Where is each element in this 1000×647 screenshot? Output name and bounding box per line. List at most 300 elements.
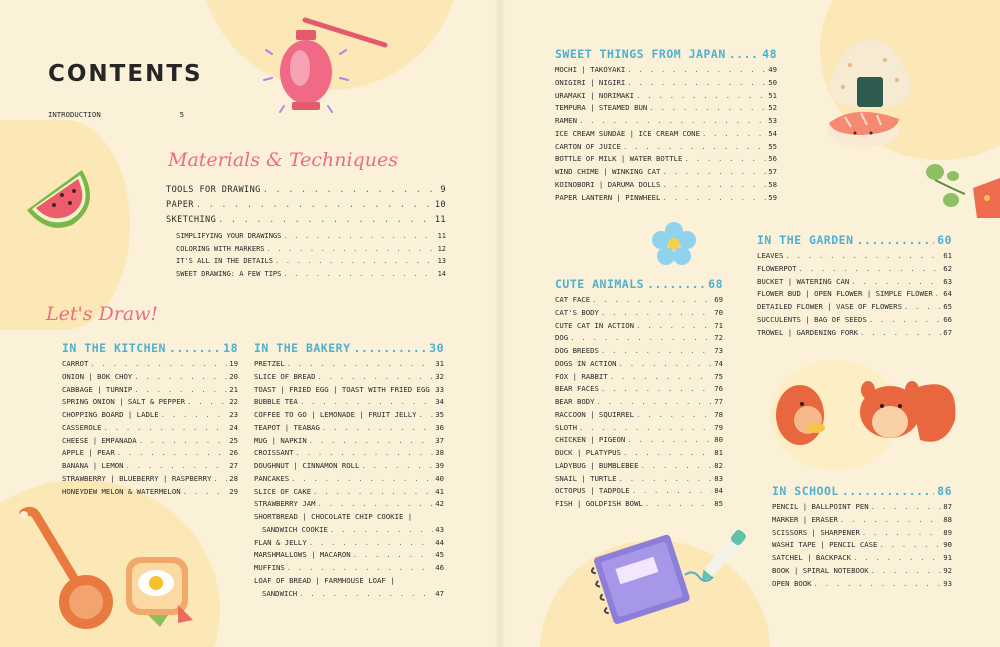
toc-entry[interactable]	[62, 422, 238, 435]
toc-entry[interactable]	[254, 422, 444, 435]
section-title-garden[interactable]	[757, 233, 952, 247]
dot-leader	[627, 434, 712, 447]
dot-leader	[935, 288, 941, 301]
toc-entry[interactable]	[254, 371, 444, 384]
dot-leader	[636, 90, 766, 103]
toc-entry[interactable]	[555, 485, 723, 498]
toc-entry-page: 23	[229, 410, 238, 419]
bakery-list	[254, 358, 444, 600]
toc-entry[interactable]	[555, 396, 723, 409]
toc-entry[interactable]	[176, 255, 446, 268]
toc-entry-label: COFFEE TO GO | LEMONADE | FRUIT JELLY	[254, 410, 417, 419]
toc-entry-page: 28	[229, 473, 238, 483]
toc-entry[interactable]	[176, 230, 446, 243]
toc-entry[interactable]	[757, 276, 952, 289]
dot-leader	[267, 243, 436, 256]
toc-entry-label: TEAPOT | TEABAG	[254, 422, 320, 432]
toc-entry-label: MUFFINS	[254, 563, 285, 572]
toc-entry[interactable]	[555, 153, 777, 166]
toc-entry[interactable]	[555, 409, 723, 422]
dot-leader	[432, 384, 433, 397]
toc-entry-page: 92	[943, 565, 952, 575]
dot-leader	[161, 409, 228, 422]
dot-leader	[134, 384, 227, 397]
dot-leader	[296, 447, 434, 460]
toc-entry-label: CHEESE | EMPANADA	[62, 435, 137, 445]
toc-entry[interactable]	[254, 473, 444, 486]
toc-entry[interactable]	[555, 460, 723, 473]
toc-entry[interactable]	[166, 213, 446, 228]
dot-leader	[869, 314, 941, 327]
toc-entry-page: 53	[768, 116, 777, 125]
dot-leader	[126, 460, 228, 473]
toc-entry[interactable]	[555, 434, 723, 447]
toc-entry-page: 13	[437, 257, 446, 265]
dot-leader	[263, 183, 439, 198]
toc-entry-label: FOX | RABBIT	[555, 371, 608, 381]
dot-leader	[322, 422, 433, 435]
animals-list	[555, 294, 723, 511]
toc-entry-page: 81	[714, 448, 723, 457]
toc-entry-page: 5	[179, 110, 184, 119]
toc-entry[interactable]	[62, 435, 238, 448]
section-title-page: 18	[223, 341, 238, 355]
section-school	[772, 484, 952, 590]
toc-entry-page: 89	[943, 527, 952, 537]
toc-entry[interactable]	[772, 514, 952, 527]
toc-entry-page: 36	[435, 422, 444, 432]
toc-entry-page: 43	[435, 524, 444, 534]
dot-leader	[601, 307, 712, 320]
dot-leader	[354, 341, 427, 355]
plant-pot-icon	[925, 160, 1000, 230]
toc-entry-introduction[interactable]	[48, 109, 184, 122]
dot-leader	[104, 422, 228, 435]
dot-leader	[419, 409, 434, 422]
dot-leader	[842, 484, 934, 498]
toc-entry-page: 80	[714, 435, 723, 445]
toc-entry-label: TROWEL | GARDENING FORK	[757, 327, 859, 337]
flower-icon	[650, 220, 698, 268]
materials-heading: Materials & Techniques	[168, 149, 398, 171]
toc-entry-label: SUCCULENTS | BAG OF SEEDS	[757, 314, 867, 324]
dot-leader	[879, 539, 941, 552]
toc-entry-page: 72	[714, 333, 723, 343]
toc-entry-label: DOUGHNUT | CINNAMON ROLL	[254, 461, 360, 470]
toc-entry[interactable]	[555, 128, 777, 141]
toc-entry-label: BEAR BODY	[555, 397, 595, 406]
toc-entry-label: CHOPPING BOARD | LADLE	[62, 410, 159, 419]
dot-leader	[636, 320, 712, 333]
dot-leader	[169, 341, 220, 355]
dot-leader	[619, 358, 713, 371]
dot-leader	[645, 498, 712, 511]
dot-leader	[623, 447, 712, 460]
toc-entry-page: 51	[768, 90, 777, 100]
toc-entry-page: 78	[714, 409, 723, 419]
toc-entry-label: LOAF OF BREAD | FARMHOUSE LOAF |	[254, 575, 395, 585]
toc-entry[interactable]	[555, 447, 723, 460]
toc-entry-page: 57	[768, 167, 777, 176]
section-title-kitchen[interactable]	[62, 341, 238, 355]
toc-entry[interactable]	[176, 268, 446, 281]
toc-entry-page: 88	[943, 514, 952, 524]
toc-entry[interactable]	[166, 183, 446, 198]
dot-leader	[309, 537, 433, 550]
toc-entry[interactable]	[555, 371, 723, 384]
dot-leader	[640, 460, 712, 473]
toc-entry-label: ONIGIRI | NIGIRI	[555, 77, 626, 87]
toc-entry-page: 70	[714, 307, 723, 317]
toc-entry-label: ONION | BOK CHOY	[62, 371, 133, 381]
japan-list	[555, 64, 777, 204]
toc-entry-label: CHICKEN | PIGEON	[555, 435, 626, 445]
toc-entry-label: FLOWER BUD | OPEN FLOWER | SIMPLE FLOWER	[757, 289, 933, 299]
toc-entry[interactable]	[555, 294, 723, 307]
toc-entry[interactable]	[254, 396, 444, 409]
dot-leader	[139, 435, 228, 448]
section-title-page: 86	[937, 484, 952, 498]
toc-entry-label: BUCKET | WATERING CAN	[757, 276, 850, 286]
toc-entry-label: SANDWICH	[262, 588, 298, 598]
toc-entry-label: PRETZEL	[254, 359, 285, 368]
section-title-animals[interactable]	[555, 277, 723, 291]
toc-entry-label: PAPER LANTERN | PINWHEEL	[555, 192, 661, 202]
toc-entry[interactable]	[254, 358, 444, 371]
dot-leader	[904, 301, 941, 314]
garden-list	[757, 250, 952, 339]
section-title-bakery[interactable]	[254, 341, 444, 355]
materials-main-list	[166, 183, 446, 228]
dot-leader	[361, 460, 433, 473]
dot-leader	[570, 332, 712, 345]
toc-entry[interactable]	[254, 447, 444, 460]
toc-entry-page: 77	[714, 397, 723, 406]
toc-entry[interactable]	[772, 565, 952, 578]
toc-entry[interactable]	[62, 384, 238, 397]
section-garden	[757, 233, 952, 339]
toc-entry-label: DOG BREEDS	[555, 346, 599, 355]
dot-leader	[840, 514, 941, 527]
dot-leader	[309, 435, 433, 448]
toc-entry-label: PAPER	[166, 200, 194, 210]
toc-entry-page: 75	[714, 371, 723, 381]
toc-entry-page: 11	[437, 232, 446, 240]
dot-leader	[196, 198, 433, 213]
section-title-label: IN THE GARDEN	[757, 233, 854, 247]
dot-leader	[183, 486, 228, 499]
dot-leader	[662, 192, 766, 205]
toc-entry-page: 21	[229, 384, 238, 394]
toc-entry-page: 63	[943, 276, 952, 286]
toc-entry-label: SLICE OF BREAD	[254, 371, 316, 381]
dot-leader	[187, 396, 227, 409]
toc-entry-label: DOG	[555, 333, 569, 343]
watermelon-icon	[22, 165, 102, 235]
toc-entry-page: 9	[440, 185, 446, 195]
toc-entry[interactable]	[254, 409, 444, 422]
toc-entry-label: PANCAKES	[254, 473, 290, 483]
contents-title: CONTENTS	[48, 61, 203, 87]
dot-leader	[300, 396, 433, 409]
toc-entry-label: RAMEN	[555, 116, 577, 125]
toc-entry-page: 47	[435, 588, 444, 598]
toc-entry[interactable]	[555, 192, 777, 205]
toc-entry[interactable]	[772, 578, 952, 591]
toc-entry-page: 84	[714, 486, 723, 496]
toc-entry-page: 38	[435, 448, 444, 458]
toc-entry-label: CARROT	[62, 359, 89, 368]
lets-draw-heading: Let's Draw!	[46, 303, 159, 325]
toc-entry-label: IT'S ALL IN THE DETAILS	[176, 257, 273, 265]
toc-entry-label: COLORING WITH MARKERS	[176, 244, 265, 253]
toc-entry-label: MARSHMALLOWS | MACARON	[254, 550, 351, 560]
toc-entry-page: 19	[229, 359, 238, 368]
toc-entry[interactable]	[254, 384, 444, 397]
toc-entry[interactable]	[254, 588, 444, 601]
section-title-page: 60	[937, 233, 952, 247]
toc-entry-label: LADYBUG | BUMBLEBEE	[555, 460, 639, 470]
section-title-page: 30	[429, 341, 444, 355]
dot-leader	[649, 102, 766, 115]
toc-entry-page: 62	[943, 263, 952, 273]
toc-entry[interactable]	[254, 562, 444, 575]
toc-entry-label: MOCHI | TAKOYAKI	[555, 65, 626, 74]
section-kitchen	[62, 341, 238, 498]
toc-entry-page: 87	[943, 502, 952, 511]
toc-entry-label: DUCK | PLATYPUS	[555, 448, 621, 457]
toc-entry[interactable]	[555, 64, 777, 77]
toc-entry-label: CASSEROLE	[62, 422, 102, 432]
toc-entry-label: DETAILED FLOWER | VASE OF FLOWERS	[757, 302, 902, 311]
toc-entry[interactable]	[254, 549, 444, 562]
toc-entry-page: 56	[768, 154, 777, 164]
toc-entry[interactable]	[772, 539, 952, 552]
toc-entry-page: 73	[714, 346, 723, 355]
dot-leader	[871, 565, 942, 578]
toc-entry-page: 29	[229, 486, 238, 496]
toc-entry-page: 20	[229, 371, 238, 381]
dot-leader	[785, 250, 941, 263]
toc-entry-label: SKETCHING	[166, 215, 217, 225]
toc-entry[interactable]	[62, 371, 238, 384]
toc-entry-label: CAT FACE	[555, 295, 591, 304]
toc-entry[interactable]	[254, 511, 444, 524]
toc-entry-label: INTRODUCTION	[48, 110, 101, 119]
toc-entry-page: 58	[768, 179, 777, 189]
toc-entry-label: BUBBLE TEA	[254, 397, 298, 407]
toc-entry[interactable]	[555, 345, 723, 358]
toc-entry-page: 69	[714, 295, 723, 304]
toc-entry[interactable]	[62, 396, 238, 409]
toc-entry-page: 37	[435, 435, 444, 445]
toc-entry-label: CUTE CAT IN ACTION	[555, 320, 635, 330]
toc-entry-page: 22	[229, 397, 238, 407]
toc-entry-page: 67	[943, 327, 952, 337]
notebook-pen-illustration	[590, 520, 760, 630]
dot-leader	[799, 263, 942, 276]
toc-entry[interactable]	[176, 243, 446, 256]
beaver-squirrel-illustration	[770, 370, 960, 450]
toc-entry[interactable]	[555, 77, 777, 90]
toc-entry-page: 24	[229, 422, 238, 432]
toc-entry[interactable]	[254, 575, 444, 588]
toc-entry-label: MARKER | ERASER	[772, 514, 838, 524]
toc-entry[interactable]	[254, 524, 444, 537]
section-animals	[555, 277, 723, 511]
toc-entry-label: CARTON OF JUICE	[555, 141, 621, 151]
paper-lantern-illustration	[250, 10, 400, 120]
toc-entry[interactable]	[757, 250, 952, 263]
toc-entry-page: 93	[943, 578, 952, 588]
toc-entry[interactable]	[555, 422, 723, 435]
toc-entry-page: 33	[435, 384, 444, 394]
toc-entry[interactable]	[555, 383, 723, 396]
toc-entry-label: MUG | NAPKIN	[254, 435, 307, 445]
toc-entry-page: 76	[714, 384, 723, 394]
toc-entry[interactable]	[757, 263, 952, 276]
toc-entry[interactable]	[757, 301, 952, 314]
dot-leader	[636, 409, 712, 422]
toc-entry-label: ICE CREAM SUNDAE | ICE CREAM CONE	[555, 128, 700, 138]
toc-entry[interactable]	[772, 501, 952, 514]
section-title-label: IN SCHOOL	[772, 484, 839, 498]
toc-entry-page: 59	[768, 192, 777, 202]
section-bakery	[254, 341, 444, 600]
section-title-label: CUTE ANIMALS	[555, 277, 645, 291]
toc-entry-page: 65	[943, 302, 952, 311]
toast-fried-egg-icon	[118, 545, 203, 630]
toc-entry-label: BOOK | SPIRAL NOTEBOOK	[772, 565, 869, 575]
toc-entry[interactable]	[555, 115, 777, 128]
toc-entry-label: SLICE OF CAKE	[254, 486, 312, 496]
toc-entry-page: 83	[714, 473, 723, 483]
toc-entry[interactable]	[254, 435, 444, 448]
dot-leader	[601, 345, 712, 358]
toc-entry-page: 41	[435, 486, 444, 496]
toc-entry-label: WASHI TAPE | PENCIL CASE	[772, 540, 878, 550]
toc-entry-page: 42	[435, 499, 444, 509]
toc-entry-label: PENCIL | BALLPOINT PEN	[772, 502, 869, 511]
toc-entry-page: 31	[435, 359, 444, 368]
toc-entry[interactable]	[254, 486, 444, 499]
toc-entry-page: 26	[229, 448, 238, 458]
toc-entry-label: BOTTLE OF MILK | WATER BOTTLE	[555, 154, 683, 164]
dot-leader	[860, 327, 941, 340]
toc-entry[interactable]	[757, 314, 952, 327]
kitchen-list	[62, 358, 238, 498]
toc-entry[interactable]	[555, 166, 777, 179]
toc-entry-page: 14	[437, 269, 446, 278]
toc-entry[interactable]	[757, 288, 952, 301]
dot-leader	[579, 115, 766, 128]
ladle-icon	[18, 505, 113, 635]
toc-entry[interactable]	[254, 460, 444, 473]
section-title-japan[interactable]	[555, 47, 777, 61]
toc-entry[interactable]	[254, 498, 444, 511]
dot-leader	[702, 128, 766, 141]
section-title-label: IN THE BAKERY	[254, 341, 351, 355]
toc-entry-page: 10	[434, 200, 446, 210]
section-title-school[interactable]	[772, 484, 952, 498]
dot-leader	[318, 498, 434, 511]
toc-entry[interactable]	[62, 447, 238, 460]
toc-entry-page: 82	[714, 460, 723, 470]
toc-entry[interactable]	[555, 498, 723, 511]
toc-entry-page: 64	[943, 289, 952, 299]
toc-entry[interactable]	[555, 320, 723, 333]
onigiri-nigiri-illustration	[815, 35, 925, 155]
dot-leader	[851, 276, 941, 289]
toc-entry[interactable]	[254, 537, 444, 550]
toc-entry-label: SWEET DRAWING: A FEW TIPS	[176, 269, 282, 278]
toc-entry-label: SHORTBREAD | CHOCOLATE CHIP COOKIE |	[254, 512, 413, 521]
toc-entry-page: 44	[435, 537, 444, 547]
toc-entry-label: OPEN BOOK	[772, 578, 812, 588]
dot-leader	[213, 473, 227, 486]
toc-entry-page: 71	[714, 320, 723, 330]
dot-leader	[627, 77, 766, 90]
toc-entry[interactable]	[555, 473, 723, 486]
toc-entry[interactable]	[166, 198, 446, 213]
school-list	[772, 501, 952, 590]
toc-entry[interactable]	[555, 179, 777, 192]
dot-leader	[90, 358, 227, 371]
toc-entry-label: TOOLS FOR DRAWING	[166, 185, 261, 195]
toc-entry[interactable]	[62, 473, 238, 486]
toc-entry-label: OCTOPUS | TADPOLE	[555, 486, 630, 496]
toc-entry-label: SIMPLIFYING YOUR DRAWINGS	[176, 232, 282, 240]
toc-entry[interactable]	[62, 460, 238, 473]
toc-entry[interactable]	[555, 332, 723, 345]
toc-entry-page: 74	[714, 358, 723, 368]
dot-leader	[871, 501, 942, 514]
toc-entry-page: 39	[435, 461, 444, 470]
toc-entry-page: 91	[943, 553, 952, 562]
toc-entry-page: 55	[768, 141, 777, 151]
toc-entry-page: 45	[435, 550, 444, 560]
toc-entry[interactable]	[62, 409, 238, 422]
toc-entry[interactable]	[772, 552, 952, 565]
toc-entry-label: BEAR FACES	[555, 384, 599, 394]
toc-entry[interactable]	[555, 141, 777, 154]
toc-entry[interactable]	[555, 358, 723, 371]
dot-leader	[862, 527, 941, 540]
dot-leader	[283, 268, 435, 281]
dot-leader	[330, 524, 433, 537]
toc-entry[interactable]	[555, 307, 723, 320]
toc-entry-label: SANDWICH COOKIE	[262, 524, 328, 534]
dot-leader	[684, 153, 766, 166]
dot-leader	[218, 213, 433, 228]
dot-leader	[627, 64, 766, 77]
toc-entry[interactable]	[555, 102, 777, 115]
section-title-page: 68	[708, 277, 723, 291]
dot-leader	[117, 447, 227, 460]
toc-entry[interactable]	[772, 527, 952, 540]
toc-entry[interactable]	[62, 358, 238, 371]
toc-entry[interactable]	[555, 90, 777, 103]
toc-entry-label: SNAIL | TURTLE	[555, 473, 617, 483]
page-gutter	[494, 0, 506, 647]
toc-entry-label: HONEYDEW MELON & WATERMELON	[62, 486, 181, 496]
toc-entry-label: SCISSORS | SHARPENER	[772, 527, 860, 537]
dot-leader	[610, 371, 712, 384]
toc-entry[interactable]	[757, 327, 952, 340]
toc-entry-label: SATCHEL | BACKPACK	[772, 553, 852, 562]
toc-entry-page: 32	[435, 371, 444, 381]
toc-entry[interactable]	[62, 486, 238, 499]
